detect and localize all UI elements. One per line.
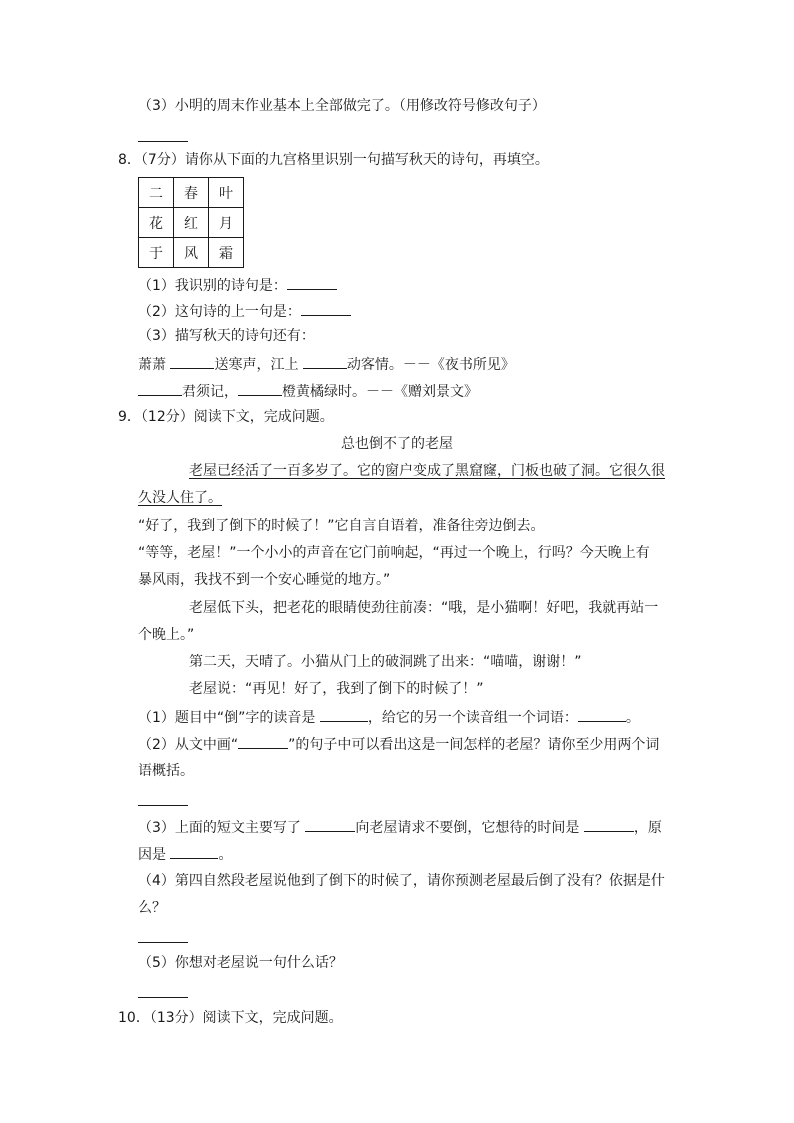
- poem2-blank1[interactable]: [138, 380, 182, 396]
- q9-sub3-blank1[interactable]: [305, 816, 355, 832]
- grid-cell: 二: [139, 178, 174, 208]
- q9-sub3-text-b: 向老屋请求不要倒，它想待的时间是: [355, 820, 580, 836]
- q9-sub1-text-c: 。: [625, 710, 640, 726]
- passage-p4-line2: 个晚上。”: [138, 627, 195, 643]
- q9-sub2-text-a: （2）从文中画“: [138, 737, 239, 753]
- q9-sub3-text-d: 因是: [138, 847, 166, 863]
- q9-sub3-blank2[interactable]: [584, 816, 634, 832]
- q8-sub1-blank[interactable]: [287, 274, 337, 290]
- passage-p2: “好了，我到了倒下的时候了！”它自言自语着，准备往旁边倒去。: [138, 518, 545, 534]
- q8-poem1: [138, 353, 515, 375]
- q9-sub3-line2: [138, 843, 232, 865]
- grid-cell: 风: [174, 238, 209, 268]
- passage-p1-line2: 久没人住了。: [138, 490, 222, 506]
- passage-p3-line1: “等等，老屋！”一个小小的声音在它门前响起，“再过一个晚上，行吗？今天晚上有: [138, 545, 650, 561]
- poem2-end: 橙黄橘绿时。－－《赠刘景文》: [282, 384, 478, 400]
- passage-p3-line2: 暴风雨，我找不到一个安心睡觉的地方。”: [138, 572, 391, 588]
- passage-p1-line1: 老屋已经活了一百多岁了。它的窗户变成了黑窟窿，门板也破了洞。它很久很: [189, 463, 665, 479]
- grid-cell: 花: [139, 208, 174, 238]
- nine-square-grid: [138, 177, 244, 268]
- q9-sub5: （5）你想对老屋说一句什么话？: [138, 955, 343, 971]
- q9-sub3: [138, 816, 662, 838]
- q9-sub1-text-b: ，给它的另一个读音组一个词语：: [367, 710, 578, 726]
- grid-cell: 红: [174, 208, 209, 238]
- q8-sub1-label: （1）我识别的诗句是：: [138, 278, 287, 294]
- grid-cell: 月: [209, 208, 244, 238]
- q9-sub2-answer-blank[interactable]: [138, 790, 188, 812]
- grid-cell: 霜: [209, 238, 244, 268]
- q9-sub3-text-c: ，原: [633, 820, 662, 836]
- q9-sub2-line2: 语概括。: [138, 763, 194, 779]
- q8-sub2-label: （2）这句诗的上一句是：: [138, 304, 301, 320]
- grid-cell: 春: [174, 178, 209, 208]
- q9-header: 9．（12分）阅读下文，完成问题。: [118, 409, 334, 425]
- q8-poem2: [138, 380, 478, 402]
- poem1-start: 萧萧: [138, 357, 166, 373]
- poem1-end: 动客情。－－《夜书所见》: [346, 357, 515, 373]
- poem2-blank2[interactable]: [238, 380, 282, 396]
- poem1-blank1[interactable]: [170, 353, 214, 369]
- q9-sub4-answer-blank[interactable]: [138, 927, 188, 949]
- q9-sub4-line1: （4）第四自然段老屋说他到了倒下的时候了，请你预测老屋最后倒了没有？依据是什: [138, 873, 665, 889]
- q9-sub1-blank1[interactable]: [320, 706, 368, 722]
- q8-sub2: [138, 300, 351, 322]
- q7-answer-blank[interactable]: [138, 126, 188, 148]
- passage-p5: 第二天，天晴了。小猫从门上的破洞跳了出来：“喵喵，谢谢！”: [189, 654, 582, 670]
- q9-sub4-line2: 么？: [138, 900, 166, 916]
- q9-sub3-text-e: 。: [218, 847, 233, 863]
- passage-p4-line1: 老屋低下头，把老花的眼睛使劲往前凑：“哦，是小猫啊！好吧，我就再站一: [189, 600, 659, 616]
- q8-sub2-blank[interactable]: [301, 300, 351, 316]
- q8-sub3: （3）描写秋天的诗句还有：: [138, 328, 315, 344]
- q10-header: 10．（13分）阅读下文，完成问题。: [118, 1010, 343, 1026]
- passage-title: 总也倒不了的老屋: [341, 436, 453, 452]
- q9-sub1-text-a: （1）题目中“倒”字的读音是: [138, 710, 316, 726]
- poem2-mid: 君须记，: [182, 384, 238, 400]
- q8-sub1: [138, 274, 337, 296]
- q8-header: 8．（7分）请你从下面的九宫格里识别一句描写秋天的诗句，再填空。: [118, 152, 549, 168]
- grid-cell: 叶: [209, 178, 244, 208]
- passage-p6: 老屋说：“再见！好了，我到了倒下的时候了！”: [189, 681, 484, 697]
- q9-sub3-text-a: （3）上面的短文主要写了: [138, 820, 301, 836]
- q7-item3: （3）小明的周末作业基本上全部做完了。（用修改符号修改句子）: [138, 98, 546, 114]
- q9-sub5-answer-blank[interactable]: [138, 982, 188, 1004]
- q9-sub1: [138, 706, 640, 728]
- q9-sub1-blank2[interactable]: [578, 706, 626, 722]
- poem1-mid: 送寒声，江上: [214, 357, 299, 373]
- q9-sub2: [138, 733, 659, 755]
- poem1-blank2[interactable]: [303, 353, 347, 369]
- q9-sub2-blank[interactable]: [238, 733, 288, 749]
- q9-sub2-text-b: ”的句子中可以看出这是一间怎样的老屋？请你至少用两个词: [288, 737, 660, 753]
- q9-sub3-blank3[interactable]: [170, 843, 218, 859]
- grid-cell: 于: [139, 238, 174, 268]
